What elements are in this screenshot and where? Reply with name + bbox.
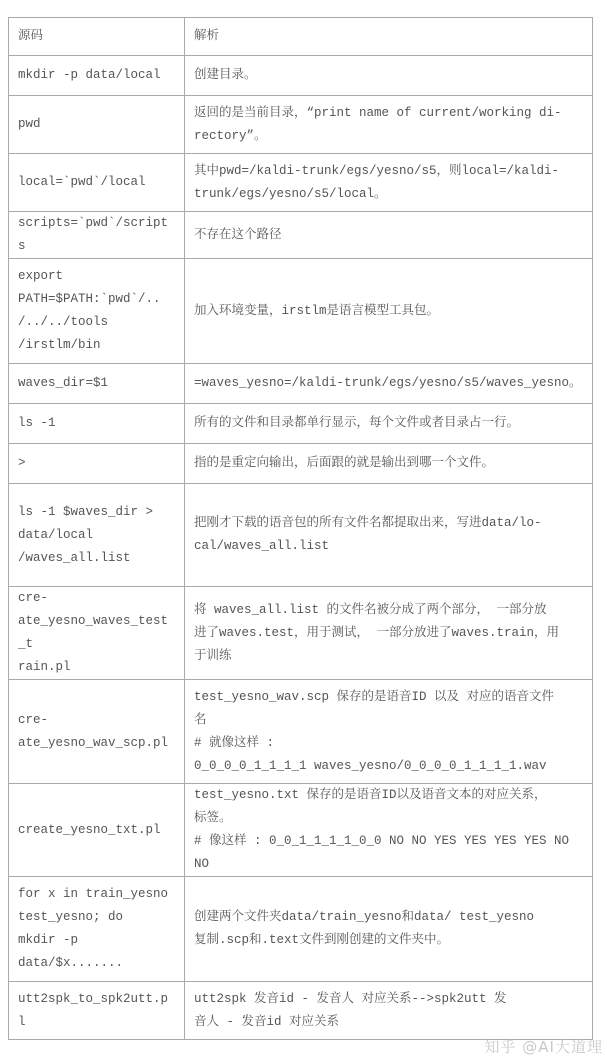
explanation-cell: 其中pwd=/kaldi-trunk/egs/yesno/s5，则local=/kaldi- trunk/egs/yesno/s5/local。 — [185, 154, 593, 212]
table-row — [9, 96, 593, 154]
table-row — [9, 484, 593, 587]
table-header-row — [9, 18, 593, 56]
source-code-cell: ls -1 — [9, 404, 185, 444]
source-code-cell: create_yesno_txt.pl — [9, 784, 185, 877]
explanation-cell: 把刚才下载的语音包的所有文件名都提取出来，写进data/lo- cal/waves_all.list — [185, 484, 593, 587]
table-row — [9, 259, 593, 364]
table-row — [9, 877, 593, 982]
explanation-cell: 返回的是当前目录，“print name of current/working di- rectory”。 — [185, 96, 593, 154]
table-row — [9, 364, 593, 404]
explanation-cell: =waves_yesno=/kaldi-trunk/egs/yesno/s5/waves_yesno。 — [185, 364, 593, 404]
table-row — [9, 982, 593, 1040]
code-explanation-table — [8, 17, 593, 1040]
table-row — [9, 212, 593, 259]
source-code-cell: local=`pwd`/local — [9, 154, 185, 212]
explanation-cell: 不存在这个路径 — [185, 212, 593, 259]
explanation-cell: test_yesno_wav.scp 保存的是语音ID 以及 对应的语音文件 名 # 就像这样 : 0_0_0_0_1_1_1_1 waves_yesno/0_0_0_0_1_1_1_1.wav — [185, 680, 593, 784]
source-code-cell: mkdir -p data/local — [9, 56, 185, 96]
explanation-cell: 所有的文件和目录都单行显示，每个文件或者目录占一行。 — [185, 404, 593, 444]
explanation-cell: 创建目录。 — [185, 56, 593, 96]
table-row — [9, 154, 593, 212]
table-row — [9, 784, 593, 877]
source-code-cell: pwd — [9, 96, 185, 154]
header-source-code: 源码 — [9, 18, 185, 56]
table-row — [9, 404, 593, 444]
source-code-cell: scripts=`pwd`/scripts — [9, 212, 185, 259]
source-code-cell: utt2spk_to_spk2utt.pl — [9, 982, 185, 1040]
source-code-cell: > — [9, 444, 185, 484]
explanation-cell: 加入环境变量，irstlm是语言模型工具包。 — [185, 259, 593, 364]
explanation-cell: 指的是重定向输出，后面跟的就是输出到哪一个文件。 — [185, 444, 593, 484]
watermark: 知乎 @AI大道理 — [484, 1038, 603, 1056]
header-explanation: 解析 — [185, 18, 593, 56]
explanation-cell: test_yesno.txt 保存的是语音ID以及语音文本的对应关系， 标签。 # 像这样 : 0_0_1_1_1_1_0_0 NO NO YES YES YES YES NO NO — [185, 784, 593, 877]
source-code-cell: cre- ate_yesno_waves_test_t rain.pl — [9, 587, 185, 680]
source-code-cell: ls -1 $waves_dir > data/local /waves_all.list — [9, 484, 185, 587]
explanation-cell: 创建两个文件夹data/train_yesno和data/ test_yesno 复制.scp和.text文件到刚创建的文件夹中。 — [185, 877, 593, 982]
table-row — [9, 680, 593, 784]
source-code-cell: cre- ate_yesno_wav_scp.pl — [9, 680, 185, 784]
source-code-cell: for x in train_yesno test_yesno; do mkdir -p data/$x....... — [9, 877, 185, 982]
source-code-cell: export PATH=$PATH:`pwd`/.. /../../tools /irstlm/bin — [9, 259, 185, 364]
table-row — [9, 444, 593, 484]
explanation-cell: 将 waves_all.list 的文件名被分成了两个部分， 一部分放 进了waves.test，用于测试， 一部分放进了waves.train，用 于训练 — [185, 587, 593, 680]
explanation-cell: utt2spk 发音id - 发音人 对应关系-->spk2utt 发 音人 - 发音id 对应关系 — [185, 982, 593, 1040]
source-code-cell: waves_dir=$1 — [9, 364, 185, 404]
table-row — [9, 587, 593, 680]
table-row — [9, 56, 593, 96]
